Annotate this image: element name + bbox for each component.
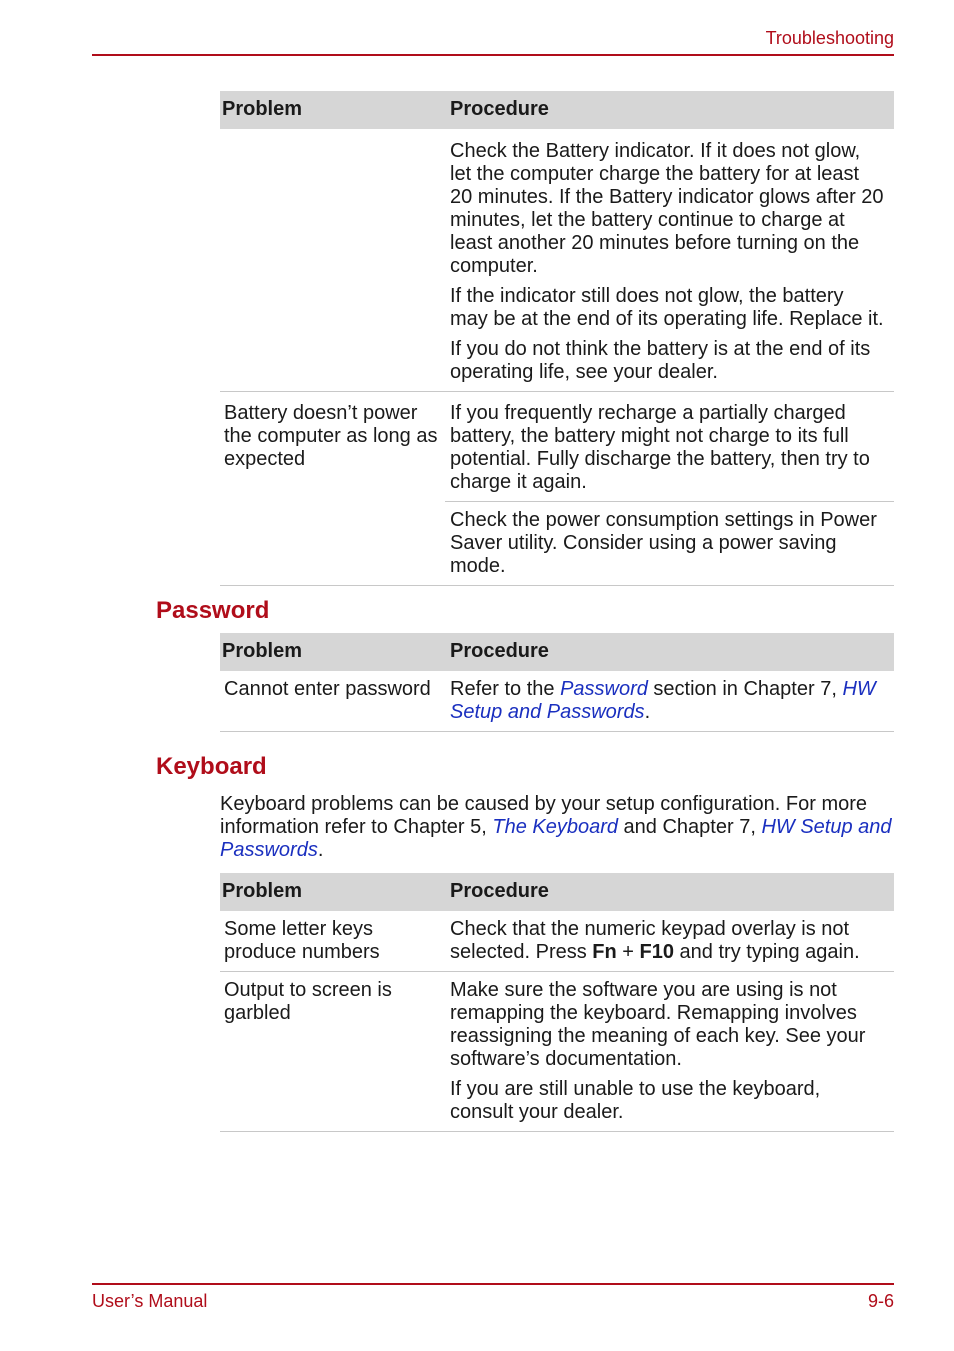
key-f10: F10 xyxy=(639,941,674,963)
procedure-text: If the indicator still does not glow, the battery may be at the end of its operating life. Replace it. xyxy=(450,285,884,330)
procedure-text: If you frequently recharge a partially charged battery, the battery might not charge to its full potential. Fully discharge the battery, then try to charge it again. xyxy=(450,402,870,493)
header-rule xyxy=(92,54,894,56)
footer-rule xyxy=(92,1283,894,1285)
procedure-text: Check the power consumption settings in Power Saver utility. Consider using a power saving mode. xyxy=(450,509,877,577)
procedure-text: Make sure the software you are using is not remapping the keyboard. Remapping involves reassigning the meaning of each key. See your software’s documentation. xyxy=(450,979,866,1070)
procedure-text: If you do not think the battery is at the end of its operating life, see your dealer. xyxy=(450,338,871,383)
procedure-text: If you are still unable to use the keyboard, consult your dealer. xyxy=(450,1078,821,1123)
table-header-row xyxy=(220,91,894,129)
section-heading-password: Password xyxy=(156,597,270,624)
keyboard-intro-paragraph: Keyboard problems can be caused by your setup configuration. For more information refer to Chapter 5, The Keyboard and Chapter 7, HW Setup and Passwords. xyxy=(220,793,892,861)
table-row xyxy=(220,392,894,586)
problem-cell: Cannot enter password xyxy=(220,671,445,732)
problem-cell: Output to screen is garbled xyxy=(220,972,445,1132)
link-the-keyboard[interactable]: The Keyboard xyxy=(492,816,618,838)
key-fn: Fn xyxy=(592,941,617,963)
section-heading-keyboard: Keyboard xyxy=(156,753,267,780)
problem-cell xyxy=(220,129,445,392)
problem-cell: Some letter keys produce numbers xyxy=(220,911,445,972)
table-row xyxy=(220,972,894,1132)
link-hw-setup-and-passwords[interactable]: HW Setup and Passwords xyxy=(220,816,892,861)
table-row xyxy=(220,671,894,732)
procedure-text: Check the Battery indicator. If it does not glow, let the computer charge the battery for at least 20 minutes. If the Battery indicator glows after 20 minutes, let the battery continue to charge at least another 20 minutes before turning on the computer. xyxy=(450,140,884,277)
table-row xyxy=(220,129,894,392)
procedure-cell xyxy=(445,392,894,586)
page-header-title: Troubleshooting xyxy=(765,28,894,48)
table-header-row xyxy=(220,633,894,671)
column-header-problem: Problem xyxy=(220,873,445,911)
procedure-cell xyxy=(445,972,894,1132)
column-header-procedure: Procedure xyxy=(445,633,894,671)
procedure-text: Refer to the Password section in Chapter 7, HW Setup and Passwords. xyxy=(450,678,876,723)
procedure-text: Check that the numeric keypad overlay is not selected. Press Fn + F10 and try typing again. xyxy=(450,918,860,963)
column-header-problem: Problem xyxy=(220,91,445,129)
problem-cell: Battery doesn’t power the computer as long as expected xyxy=(220,392,445,586)
column-header-procedure: Procedure xyxy=(445,873,894,911)
link-hw-setup-and-passwords[interactable]: HW Setup and Passwords xyxy=(450,678,876,723)
procedure-cell xyxy=(445,671,894,732)
keyboard-table xyxy=(220,873,894,1132)
battery-table xyxy=(220,91,894,586)
link-password[interactable]: Password xyxy=(560,678,648,700)
procedure-cell xyxy=(445,129,894,392)
column-header-procedure: Procedure xyxy=(445,91,894,129)
table-header-row xyxy=(220,873,894,911)
procedure-cell xyxy=(445,911,894,972)
footer-manual-title: User’s Manual xyxy=(92,1291,208,1311)
password-table xyxy=(220,633,894,732)
page-number: 9-6 xyxy=(867,1291,894,1311)
column-header-problem: Problem xyxy=(220,633,445,671)
table-row xyxy=(220,911,894,972)
